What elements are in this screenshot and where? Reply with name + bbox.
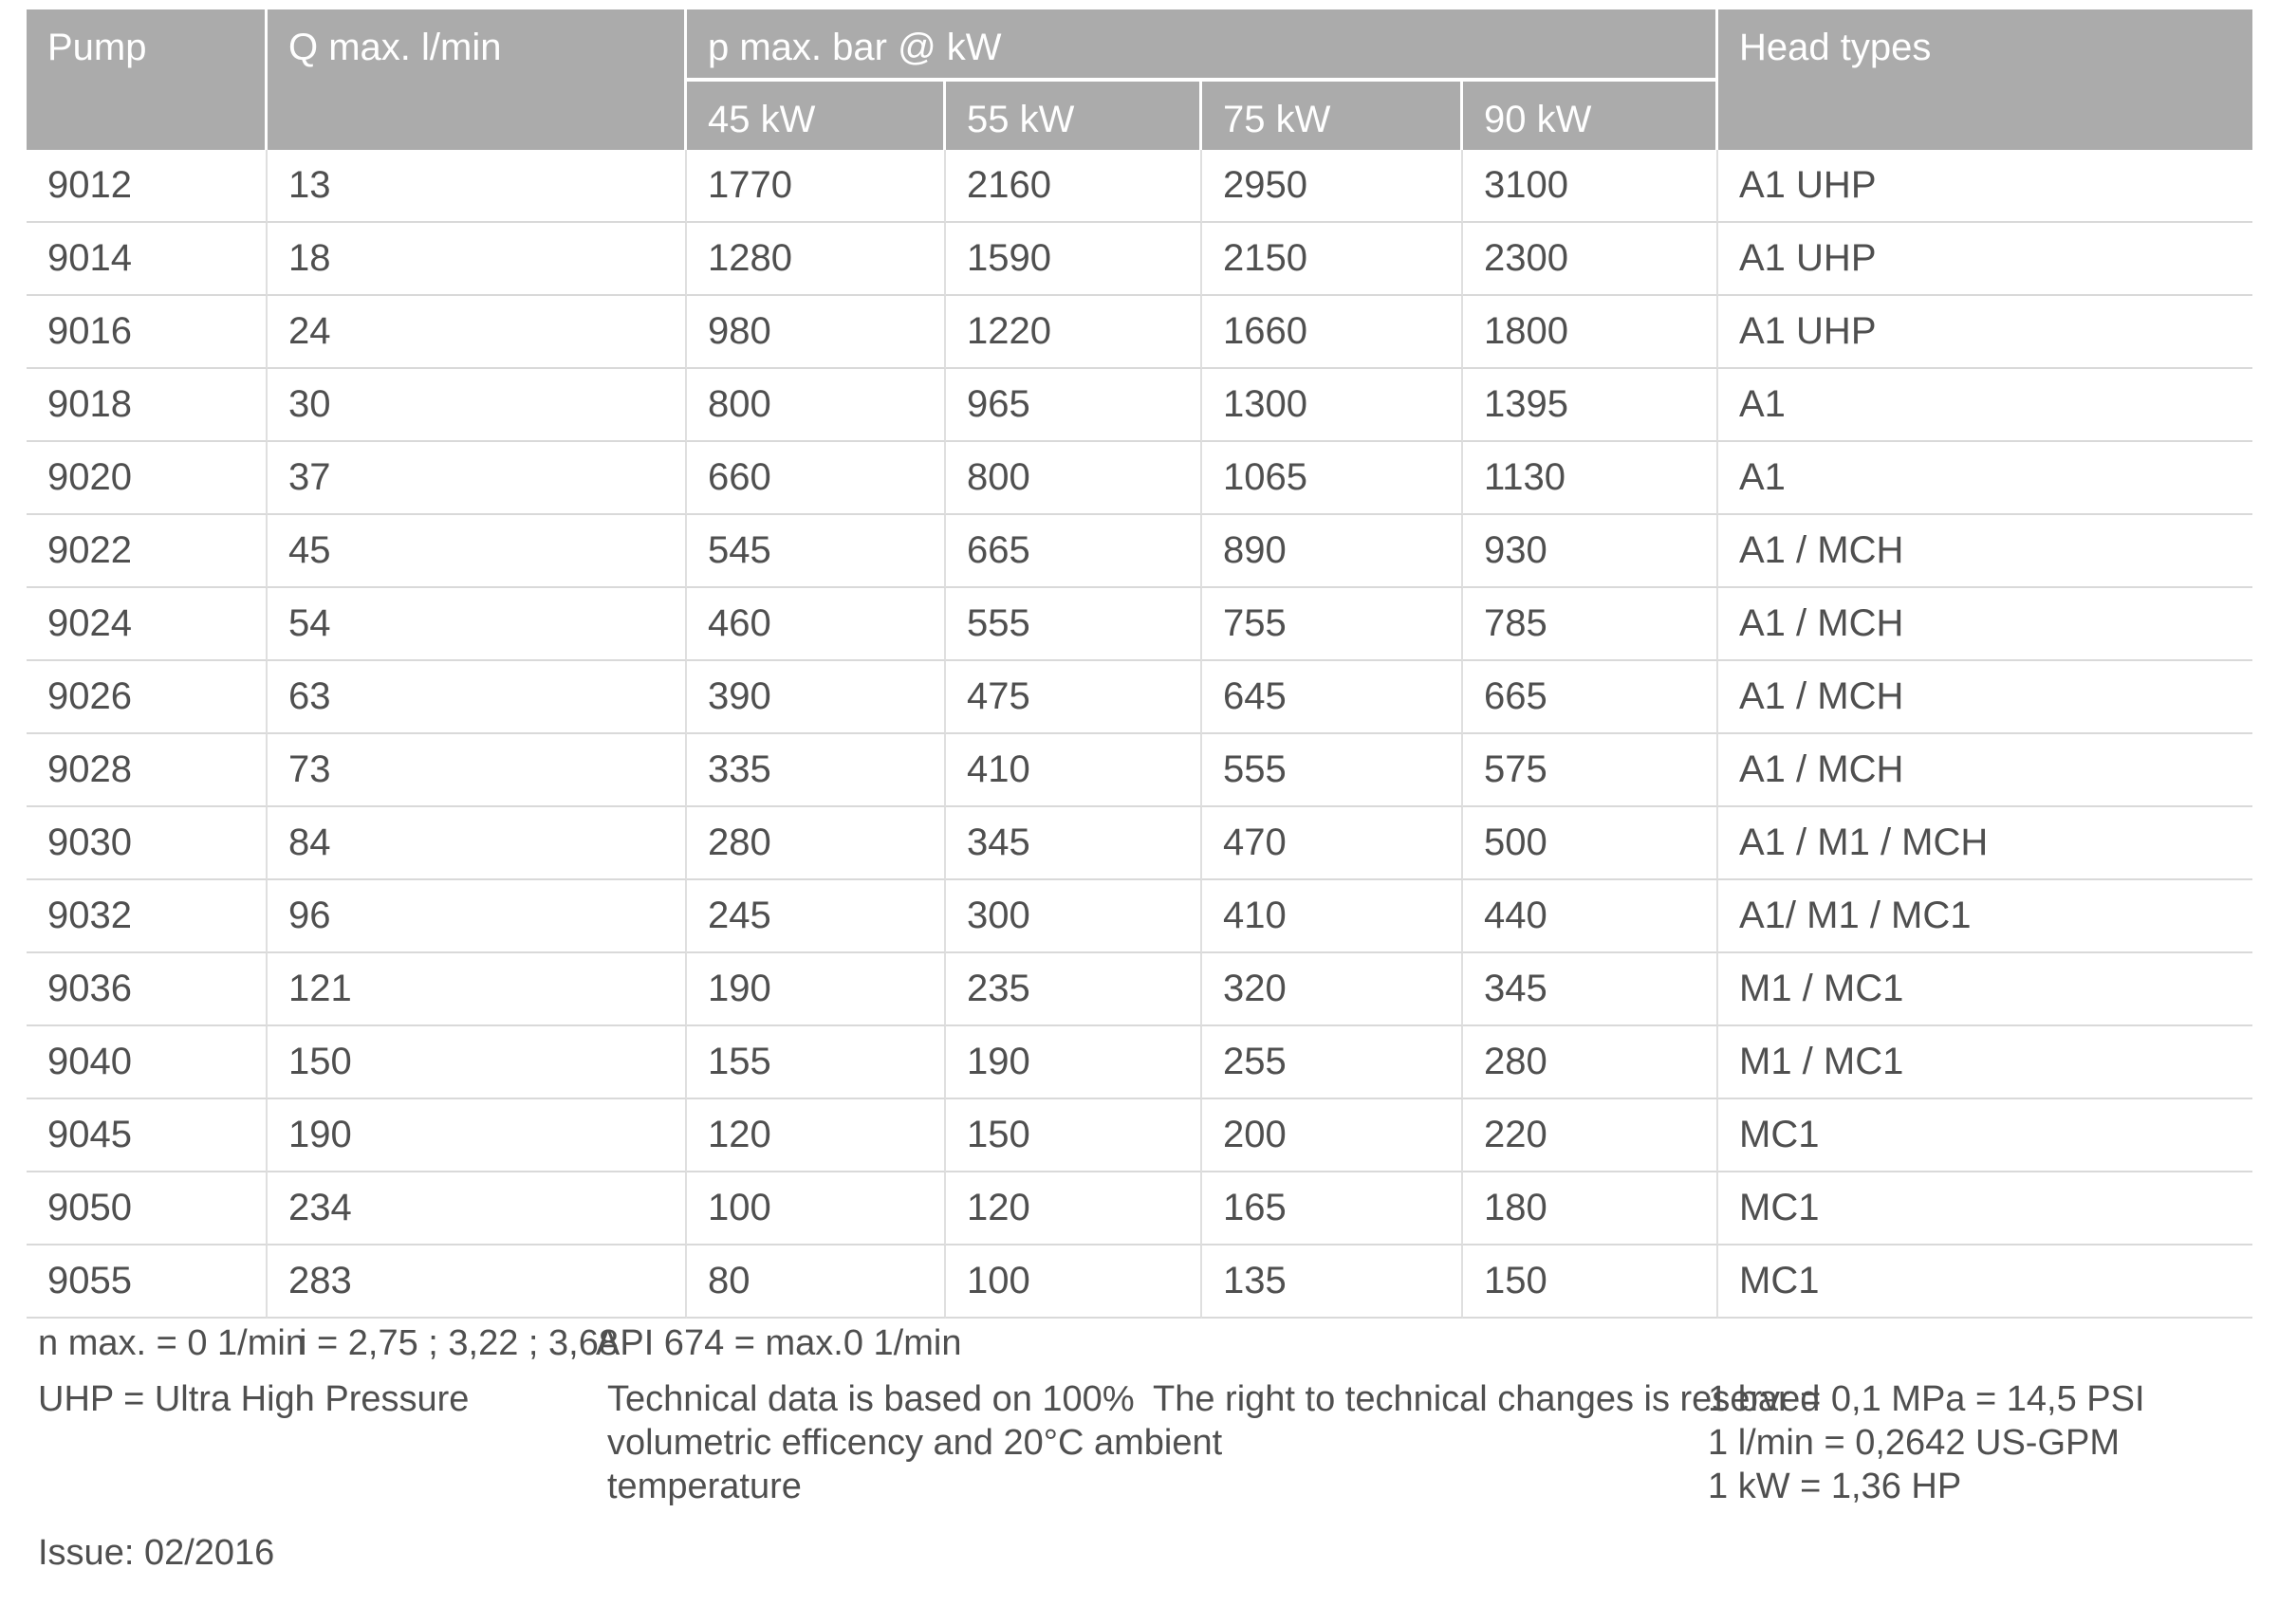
cell-qmax: 13 [268,150,687,223]
header-row-main [27,9,2252,82]
cell-pmax-75kw: 755 [1202,588,1463,661]
cell-pmax-90kw: 665 [1463,661,1718,734]
cell-pmax-75kw: 320 [1202,953,1463,1026]
footer-technical-line: temperature [607,1467,802,1506]
footnote-gear-ratios: i = 2,75 ; 3,22 ; 3,68 [299,1323,619,1363]
cell-pump: 9014 [27,223,268,296]
col-header-90kw: 90 kW [1463,82,1718,150]
cell-qmax: 73 [268,734,687,807]
footnote-n-max: n max. = 0 1/min [38,1323,306,1363]
cell-pmax-45kw: 100 [687,1172,946,1246]
cell-pmax-45kw: 80 [687,1246,946,1319]
cell-head-types: A1 / MCH [1718,588,2252,661]
cell-pmax-55kw: 190 [946,1026,1202,1099]
table-row [27,661,2252,734]
cell-pmax-55kw: 150 [946,1099,1202,1172]
table-row [27,150,2252,223]
cell-pmax-75kw: 255 [1202,1026,1463,1099]
cell-pmax-90kw: 180 [1463,1172,1718,1246]
cell-pmax-90kw: 1395 [1463,369,1718,442]
cell-pmax-90kw: 3100 [1463,150,1718,223]
cell-pmax-55kw: 1220 [946,296,1202,369]
cell-pmax-75kw: 1660 [1202,296,1463,369]
table-row [27,1172,2252,1246]
cell-pump: 9050 [27,1172,268,1246]
cell-pmax-75kw: 470 [1202,807,1463,880]
cell-pmax-75kw: 890 [1202,515,1463,588]
cell-pmax-45kw: 660 [687,442,946,515]
cell-pmax-55kw: 345 [946,807,1202,880]
cell-head-types: A1 / MCH [1718,734,2252,807]
cell-head-types: A1 / M1 / MCH [1718,807,2252,880]
cell-pump: 9022 [27,515,268,588]
cell-pmax-90kw: 280 [1463,1026,1718,1099]
cell-pmax-90kw: 930 [1463,515,1718,588]
cell-qmax: 84 [268,807,687,880]
cell-pmax-45kw: 190 [687,953,946,1026]
cell-pmax-75kw: 555 [1202,734,1463,807]
col-header-qmax: Q max. l/min [268,9,687,150]
table-row [27,953,2252,1026]
cell-pump: 9016 [27,296,268,369]
cell-pmax-45kw: 980 [687,296,946,369]
cell-head-types: A1 UHP [1718,296,2252,369]
cell-pump: 9040 [27,1026,268,1099]
cell-pmax-55kw: 100 [946,1246,1202,1319]
cell-qmax: 63 [268,661,687,734]
cell-pump: 9028 [27,734,268,807]
col-header-45kw: 45 kW [687,82,946,150]
footer-conversions [1708,1377,2145,1508]
cell-head-types: A1/ M1 / MC1 [1718,880,2252,953]
cell-pmax-55kw: 120 [946,1172,1202,1246]
cell-pmax-75kw: 2150 [1202,223,1463,296]
cell-pump: 9036 [27,953,268,1026]
col-header-75kw: 75 kW [1202,82,1463,150]
table-row [27,588,2252,661]
footer-technical-note [607,1377,1222,1508]
cell-pump: 9030 [27,807,268,880]
cell-pmax-90kw: 2300 [1463,223,1718,296]
cell-pmax-90kw: 785 [1463,588,1718,661]
cell-pmax-45kw: 390 [687,661,946,734]
col-header-pmax-group: p max. bar @ kW [687,9,1718,82]
table-row [27,442,2252,515]
cell-pmax-75kw: 645 [1202,661,1463,734]
cell-pump: 9055 [27,1246,268,1319]
cell-qmax: 30 [268,369,687,442]
cell-pmax-75kw: 200 [1202,1099,1463,1172]
footer-technical-line: Technical data is based on 100% [607,1379,1135,1419]
cell-pmax-90kw: 500 [1463,807,1718,880]
table-row [27,515,2252,588]
cell-pump: 9024 [27,588,268,661]
cell-pump: 9032 [27,880,268,953]
col-header-55kw: 55 kW [946,82,1202,150]
cell-pmax-75kw: 165 [1202,1172,1463,1246]
cell-pmax-75kw: 410 [1202,880,1463,953]
table-row [27,296,2252,369]
footer-rights-note: The right to technical changes is reserved [1153,1379,1821,1419]
cell-qmax: 18 [268,223,687,296]
table-row [27,1099,2252,1172]
cell-head-types: A1 / MCH [1718,515,2252,588]
col-header-pump: Pump [27,9,268,150]
cell-qmax: 37 [268,442,687,515]
cell-head-types: MC1 [1718,1172,2252,1246]
cell-pmax-45kw: 1770 [687,150,946,223]
cell-qmax: 96 [268,880,687,953]
cell-head-types: MC1 [1718,1246,2252,1319]
table-row [27,807,2252,880]
cell-pmax-55kw: 2160 [946,150,1202,223]
cell-pmax-45kw: 155 [687,1026,946,1099]
cell-pmax-55kw: 555 [946,588,1202,661]
cell-qmax: 283 [268,1246,687,1319]
cell-pmax-45kw: 280 [687,807,946,880]
issue-label: Issue: 02/2016 [38,1533,275,1573]
cell-pmax-45kw: 335 [687,734,946,807]
cell-pmax-55kw: 800 [946,442,1202,515]
table-row [27,1026,2252,1099]
footer-technical-line: volumetric efficency and 20°C ambient [607,1423,1223,1463]
cell-pmax-90kw: 1130 [1463,442,1718,515]
conversion-line-kw: 1 kW = 1,36 HP [1708,1467,1962,1506]
cell-pmax-55kw: 300 [946,880,1202,953]
conversion-line-lmin: 1 l/min = 0,2642 US-GPM [1708,1423,2121,1463]
cell-head-types: A1 UHP [1718,150,2252,223]
cell-pmax-75kw: 135 [1202,1246,1463,1319]
cell-head-types: A1 [1718,369,2252,442]
cell-pmax-45kw: 460 [687,588,946,661]
pump-spec-table [27,9,2252,1319]
cell-pump: 9018 [27,369,268,442]
cell-pmax-55kw: 475 [946,661,1202,734]
cell-qmax: 190 [268,1099,687,1172]
cell-pmax-55kw: 965 [946,369,1202,442]
conversion-line-bar: 1 bar = 0,1 MPa = 14,5 PSI [1708,1379,2145,1419]
cell-pmax-90kw: 345 [1463,953,1718,1026]
cell-pmax-75kw: 1300 [1202,369,1463,442]
cell-pmax-75kw: 1065 [1202,442,1463,515]
cell-pmax-55kw: 410 [946,734,1202,807]
table-footnote [0,1323,2279,1367]
cell-head-types: A1 UHP [1718,223,2252,296]
cell-qmax: 150 [268,1026,687,1099]
cell-pmax-55kw: 665 [946,515,1202,588]
cell-qmax: 45 [268,515,687,588]
cell-qmax: 121 [268,953,687,1026]
col-header-head-types: Head types [1718,9,2252,150]
cell-qmax: 234 [268,1172,687,1246]
cell-pmax-75kw: 2950 [1202,150,1463,223]
cell-pmax-45kw: 120 [687,1099,946,1172]
cell-pmax-45kw: 245 [687,880,946,953]
cell-pmax-55kw: 1590 [946,223,1202,296]
cell-qmax: 24 [268,296,687,369]
cell-pump: 9026 [27,661,268,734]
cell-pmax-45kw: 1280 [687,223,946,296]
table-row [27,880,2252,953]
cell-pmax-45kw: 545 [687,515,946,588]
footnote-api674: API 674 = max.0 1/min [596,1323,962,1363]
cell-pump: 9045 [27,1099,268,1172]
cell-pmax-90kw: 440 [1463,880,1718,953]
cell-pmax-90kw: 220 [1463,1099,1718,1172]
cell-pmax-90kw: 150 [1463,1246,1718,1319]
cell-pmax-90kw: 1800 [1463,296,1718,369]
cell-pump: 9020 [27,442,268,515]
cell-pump: 9012 [27,150,268,223]
cell-pmax-55kw: 235 [946,953,1202,1026]
cell-head-types: MC1 [1718,1099,2252,1172]
cell-head-types: M1 / MC1 [1718,953,2252,1026]
cell-qmax: 54 [268,588,687,661]
table-row [27,369,2252,442]
cell-head-types: M1 / MC1 [1718,1026,2252,1099]
cell-pmax-45kw: 800 [687,369,946,442]
table-row [27,1246,2252,1319]
cell-head-types: A1 [1718,442,2252,515]
table-row [27,223,2252,296]
cell-head-types: A1 / MCH [1718,661,2252,734]
cell-pmax-90kw: 575 [1463,734,1718,807]
table-row [27,734,2252,807]
footer-uhp-note: UHP = Ultra High Pressure [38,1379,470,1419]
